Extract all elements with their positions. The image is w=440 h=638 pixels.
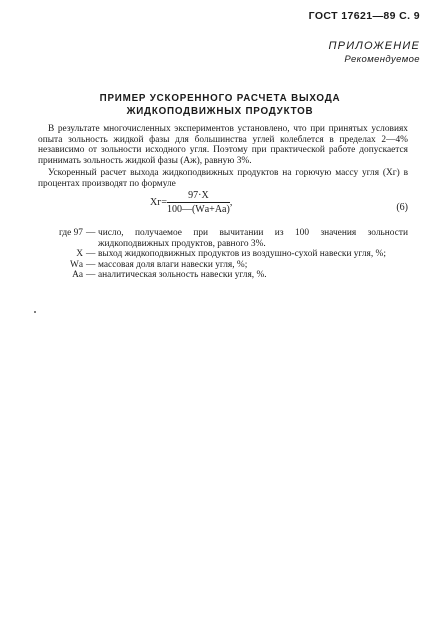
definition-row bbox=[33, 270, 408, 281]
definition-symbol: Aа bbox=[72, 270, 83, 281]
paragraph-2: Ускоренный расчет выхода жидкоподвижных продуктов на горючую массу угля (Xг) в процентах производят по формуле bbox=[38, 168, 408, 189]
definition-dash: — bbox=[86, 249, 96, 260]
page-header: ГОСТ 17621—89 С. 9 bbox=[308, 10, 420, 22]
definitions-list bbox=[33, 228, 408, 281]
definition-row bbox=[33, 228, 408, 249]
definition-text: число, получаемое при вычитании из 100 значения зольности жидкоподвижных продуктов, равного 3%. bbox=[98, 228, 408, 249]
appendix-label: ПРИЛОЖЕНИЕ bbox=[328, 40, 420, 52]
definition-text: аналитическая зольность навески угля, %. bbox=[98, 270, 267, 281]
appendix-status: Рекомендуемое bbox=[344, 54, 420, 65]
formula-lhs: Xг= bbox=[150, 196, 167, 208]
formula-denominator: 100—(Wа+Aа) bbox=[166, 204, 230, 215]
definition-row bbox=[33, 249, 408, 260]
definition-symbol: X bbox=[76, 249, 83, 260]
definition-symbol: где 97 bbox=[58, 228, 83, 238]
definition-symbol: Wа bbox=[69, 259, 83, 270]
definition-row bbox=[33, 260, 408, 271]
definition-text: выход жидкоподвижных продуктов из воздушно-сухой навески угля, %; bbox=[98, 249, 386, 260]
definition-dash: — bbox=[86, 259, 96, 270]
equation-number: (6) bbox=[396, 202, 408, 213]
title-line-2: ЖИДКОПОДВИЖНЫХ ПРОДУКТОВ bbox=[126, 106, 314, 117]
formula bbox=[150, 190, 232, 215]
definition-dash: — bbox=[86, 228, 96, 238]
formula-numerator: 97·X bbox=[167, 190, 230, 203]
formula-fraction bbox=[167, 190, 230, 215]
definition-dash: — bbox=[86, 270, 96, 281]
paragraph-1: В результате многочисленных экспериментов установлено, что при принятых условиях опыта зольность жидкой фазы для большинства углей колеблется в пределах 2—4% независимо от зольности исходного угля. Поэтому при практической работе допускается принимать зольность жидкой фазы (Aж), равную 3%. bbox=[38, 124, 408, 166]
scan-speck bbox=[34, 311, 36, 313]
definition-text: массовая доля влаги навески угля, %; bbox=[98, 259, 248, 270]
formula-tail: , bbox=[229, 196, 233, 208]
title-line-1: ПРИМЕР УСКОРЕННОГО РАСЧЕТА ВЫХОДА bbox=[99, 93, 341, 104]
